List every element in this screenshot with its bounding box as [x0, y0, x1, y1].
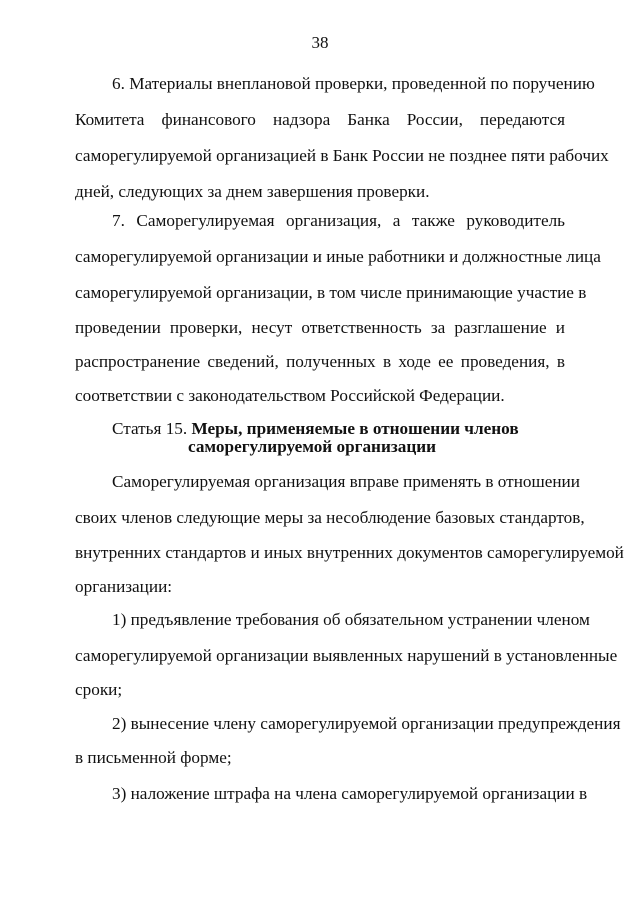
paragraph-7-line: распространение сведений, полученных в ходе ее проведения, в [75, 352, 565, 371]
item-1-line: сроки; [75, 680, 123, 699]
paragraph-6-line: Комитета финансового надзора Банка России, передаются [75, 110, 565, 129]
paragraph-6-line: 6. Материалы внеплановой проверки, проведенной по поручению [112, 74, 595, 93]
page-number: 38 [311, 33, 329, 52]
article-heading [112, 419, 519, 439]
intro-line: Саморегулируемая организация вправе применять в отношении [112, 472, 580, 491]
paragraph-6-line: саморегулируемой организацией в Банк России не позднее пяти рабочих [75, 146, 609, 165]
article-title-continued: саморегулируемой организации [188, 437, 437, 456]
paragraph-7-line: саморегулируемой организации и иные работники и должностные лица [75, 247, 601, 266]
paragraph-7-line: проведении проверки, несут ответственность за разглашение и [75, 318, 565, 337]
intro-line: своих членов следующие меры за несоблюдение базовых стандартов, [75, 508, 585, 527]
paragraph-6-line: дней, следующих за днем завершения проверки. [75, 182, 430, 201]
intro-line: внутренних стандартов и иных внутренних документов саморегулируемой [75, 543, 624, 562]
item-2-line: в письменной форме; [75, 748, 232, 767]
article-title: Меры, применяемые в отношении членов [191, 419, 519, 438]
item-1-line: 1) предъявление требования об обязательном устранении членом [112, 610, 590, 629]
item-2-line: 2) вынесение члену саморегулируемой организации предупреждения [112, 714, 621, 733]
intro-line: организации: [75, 577, 173, 596]
paragraph-7-line: 7. Саморегулируемая организация, а также руководитель [112, 211, 565, 230]
paragraph-7-line: саморегулируемой организации, в том числе принимающие участие в [75, 283, 587, 302]
article-label: Статья 15. [112, 419, 188, 438]
item-1-line: саморегулируемой организации выявленных нарушений в установленные [75, 646, 618, 665]
item-3-line: 3) наложение штрафа на члена саморегулируемой организации в [112, 784, 588, 803]
paragraph-7-line: соответствии с законодательством Российской Федерации. [75, 386, 505, 405]
